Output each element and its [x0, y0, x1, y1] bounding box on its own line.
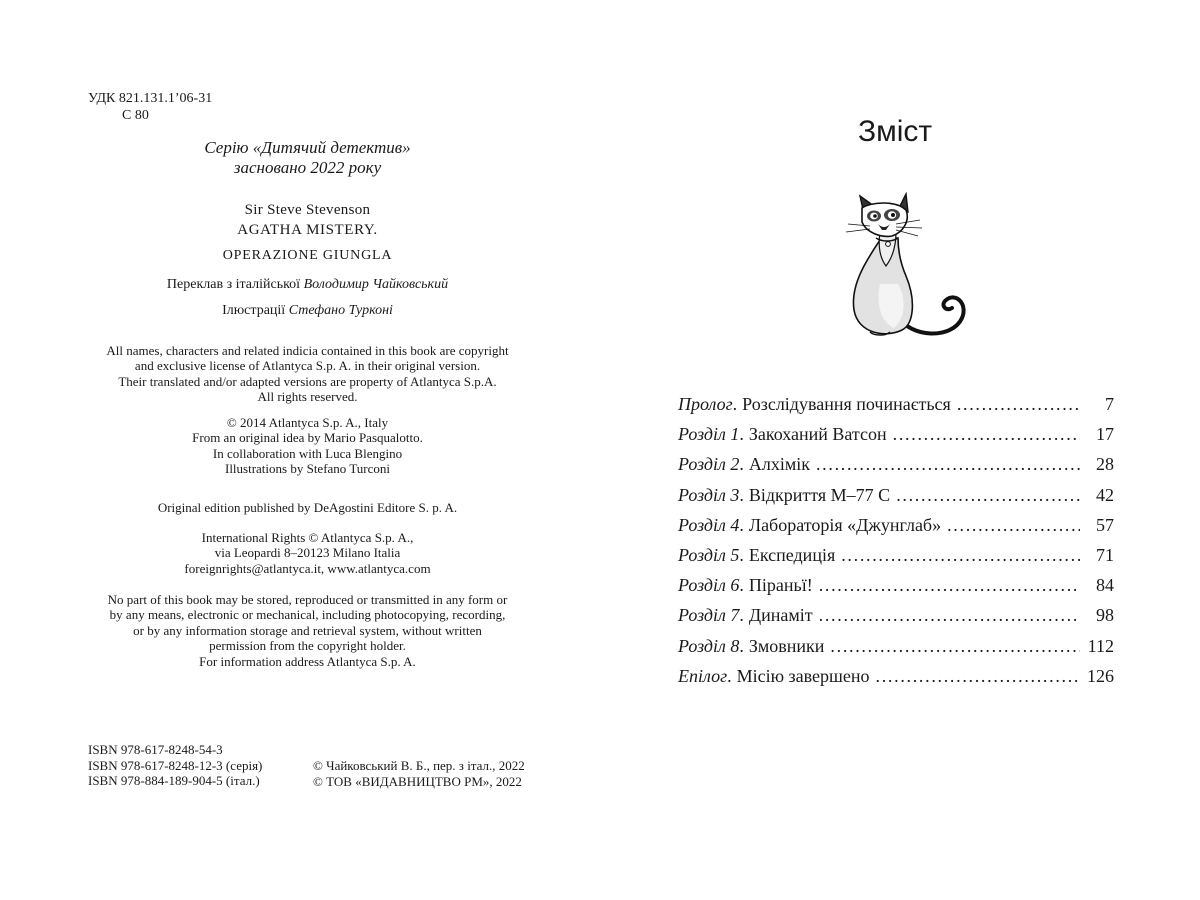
toc-entry-page: 7: [1105, 394, 1114, 414]
legal-line: by any means, electronic or mechanical, including photocopying, recording,: [109, 607, 506, 623]
series-note: [80, 138, 535, 178]
isbn-line: ISBN 978-884-189-904-5 (італ.): [88, 773, 260, 788]
author-mark: С 80: [122, 108, 149, 123]
toc-entry-page: 42: [1096, 484, 1114, 505]
toc-entry-title: Відкриття М–77 С: [748, 484, 891, 505]
cat-drawing: [840, 188, 975, 348]
table-of-contents: [678, 394, 1114, 696]
toc-entry-title: Змовники: [748, 635, 825, 656]
toc-entry-title: Лабораторія «Джунглаб»: [748, 514, 942, 535]
legal-line: via Leopardi 8–20123 Milano Italia: [214, 545, 401, 561]
illustrator-name: Стефано Турконі: [288, 303, 393, 318]
isbn-line: ISBN 978-617-8248-12-3 (серія): [88, 757, 263, 773]
license-notice: [80, 343, 535, 405]
toc-entry-label: Розділ 8: [678, 635, 740, 656]
toc-entry-page: 71: [1096, 544, 1114, 565]
legal-line: For information address Atlantyca S.p. A.: [199, 653, 416, 669]
legal-line: or by any information storage and retrieval system, without written: [133, 622, 482, 638]
toc-entry-title: Піраньї!: [748, 575, 813, 596]
toc-entry-title: Місію завершено: [736, 665, 870, 686]
toc-entry-label: Розділ 4: [678, 514, 740, 535]
original-subtitle: OPERAZIONE GIUNGLA: [222, 248, 393, 263]
toc-entry-label: Розділ 1: [678, 424, 740, 445]
original-title: AGATHA MISTERY.: [237, 222, 378, 238]
siamese-cat-illustration: [840, 188, 975, 348]
legal-line: and exclusive license of Atlantyca S.p. A. in their original version.: [134, 358, 481, 374]
legal-line: Original edition published by DeAgostini Editore S. p. A.: [157, 500, 458, 515]
toc-leader-dots: [830, 636, 1080, 657]
toc-entry-epilog[interactable]: Епілог . Місію завершено . . . 126: [678, 666, 1114, 696]
rights-contact: [80, 530, 535, 576]
copyright-line: © ТОВ «ВИДАВНИЦТВО РМ», 2022: [313, 773, 522, 789]
toc-entry-title: Динаміт: [748, 605, 813, 626]
translation-copyrights: [313, 758, 525, 789]
toc-leader-dots: [819, 575, 1080, 596]
toc-entry-page: 126: [1087, 665, 1114, 686]
toc-leader-dots: [819, 605, 1080, 626]
legal-line: foreignrights@atlantyca.it, www.atlantyca.com: [184, 560, 431, 576]
toc-entry-chapter-8[interactable]: Розділ 8 . Змовники . . . 112: [678, 636, 1114, 666]
series-line: Серію «Дитячий детектив»: [204, 138, 411, 157]
toc-entry-title: Алхімік: [748, 454, 810, 475]
illustrator-prefix: Ілюстрації: [222, 303, 286, 318]
toc-entry-page: 57: [1096, 514, 1114, 535]
original-author: Sir Steve Stevenson: [244, 202, 371, 218]
legal-line: Illustrations by Stefano Turconi: [224, 461, 391, 477]
legal-line: Their translated and/or adapted versions are property of Atlantyca S.p.A.: [118, 373, 497, 389]
toc-entry-page: 112: [1087, 635, 1114, 656]
toc-entry-chapter-2[interactable]: Розділ 2 . Алхімік . . . 28: [678, 454, 1114, 484]
translator-name: Володимир Чайковський: [303, 277, 449, 292]
udk-code: УДК 821.131.1’06-31: [88, 91, 213, 106]
legal-line: From an original idea by Mario Pasqualotto.: [192, 430, 423, 446]
toc-entry-label: Розділ 2: [678, 454, 740, 475]
toc-leader-dots: [957, 394, 1080, 415]
toc-entry-title: Розслідування починається: [742, 394, 951, 414]
translator-credit: [80, 276, 535, 294]
toc-entry-title: Закоханий Ватсон: [748, 424, 887, 445]
toc-leader-dots: [893, 424, 1080, 445]
toc-leader-dots: [876, 666, 1080, 687]
toc-entry-label: Пролог: [678, 394, 733, 414]
toc-leader-dots: [896, 485, 1080, 506]
toc-leader-dots: [947, 515, 1080, 536]
toc-entry-label: Розділ 3: [678, 484, 740, 505]
isbn-list: [88, 742, 262, 789]
toc-entry-title: Експедиція: [748, 544, 836, 565]
legal-line: No part of this book may be stored, reproduced or transmitted in any form or: [107, 592, 508, 607]
original-publisher: [80, 500, 535, 515]
reproduction-notice: [80, 592, 535, 669]
toc-entry-label: Розділ 6: [678, 575, 740, 596]
toc-entry-chapter-3[interactable]: Розділ 3 . Відкриття М–77 С . . . 42: [678, 485, 1114, 515]
contents-page: [600, 0, 1200, 900]
legal-line: © 2014 Atlantyca S.p. A., Italy: [226, 415, 389, 430]
toc-entry-chapter-7[interactable]: Розділ 7 . Динаміт . . . 98: [678, 605, 1114, 635]
copyright-line: © Чайковський В. Б., пер. з італ., 2022: [313, 758, 525, 773]
toc-entry-page: 17: [1096, 424, 1114, 445]
toc-leader-dots: [841, 545, 1080, 566]
toc-entry-label: Епілог: [678, 665, 728, 686]
toc-leader-dots: [816, 454, 1080, 475]
toc-entry-prolog[interactable]: Пролог . Розслідування починається . . . 7: [678, 394, 1114, 424]
toc-entry-page: 28: [1096, 454, 1114, 475]
toc-entry-label: Розділ 5: [678, 544, 740, 565]
isbn-line: ISBN 978-617-8248-54-3: [88, 742, 223, 757]
toc-entry-chapter-1[interactable]: Розділ 1 . Закоханий Ватсон . . . 17: [678, 424, 1114, 454]
original-copyright: [80, 415, 535, 477]
legal-line: permission from the copyright holder.: [209, 638, 406, 654]
toc-entry-chapter-6[interactable]: Розділ 6 . Піраньї! . . . 84: [678, 575, 1114, 605]
toc-entry-label: Розділ 7: [678, 605, 740, 626]
legal-line: All rights reserved.: [257, 389, 358, 405]
illustrator-credit: [80, 302, 535, 320]
contents-heading: Зміст: [858, 115, 933, 148]
series-line: засновано 2022 року: [233, 158, 382, 177]
translator-prefix: Переклав з італійської: [166, 277, 301, 292]
toc-entry-page: 98: [1096, 605, 1114, 626]
legal-line: In collaboration with Luca Blengino: [212, 445, 403, 461]
legal-line: International Rights © Atlantyca S.p. A.,: [201, 530, 414, 545]
toc-entry-page: 84: [1096, 575, 1114, 596]
udk-classification: [88, 90, 212, 124]
toc-entry-chapter-5[interactable]: Розділ 5 . Експедиція . . . 71: [678, 545, 1114, 575]
toc-entry-chapter-4[interactable]: Розділ 4 . Лабораторія «Джунглаб» . . . 57: [678, 515, 1114, 545]
legal-line: All names, characters and related indicia contained in this book are copyright: [106, 343, 509, 358]
